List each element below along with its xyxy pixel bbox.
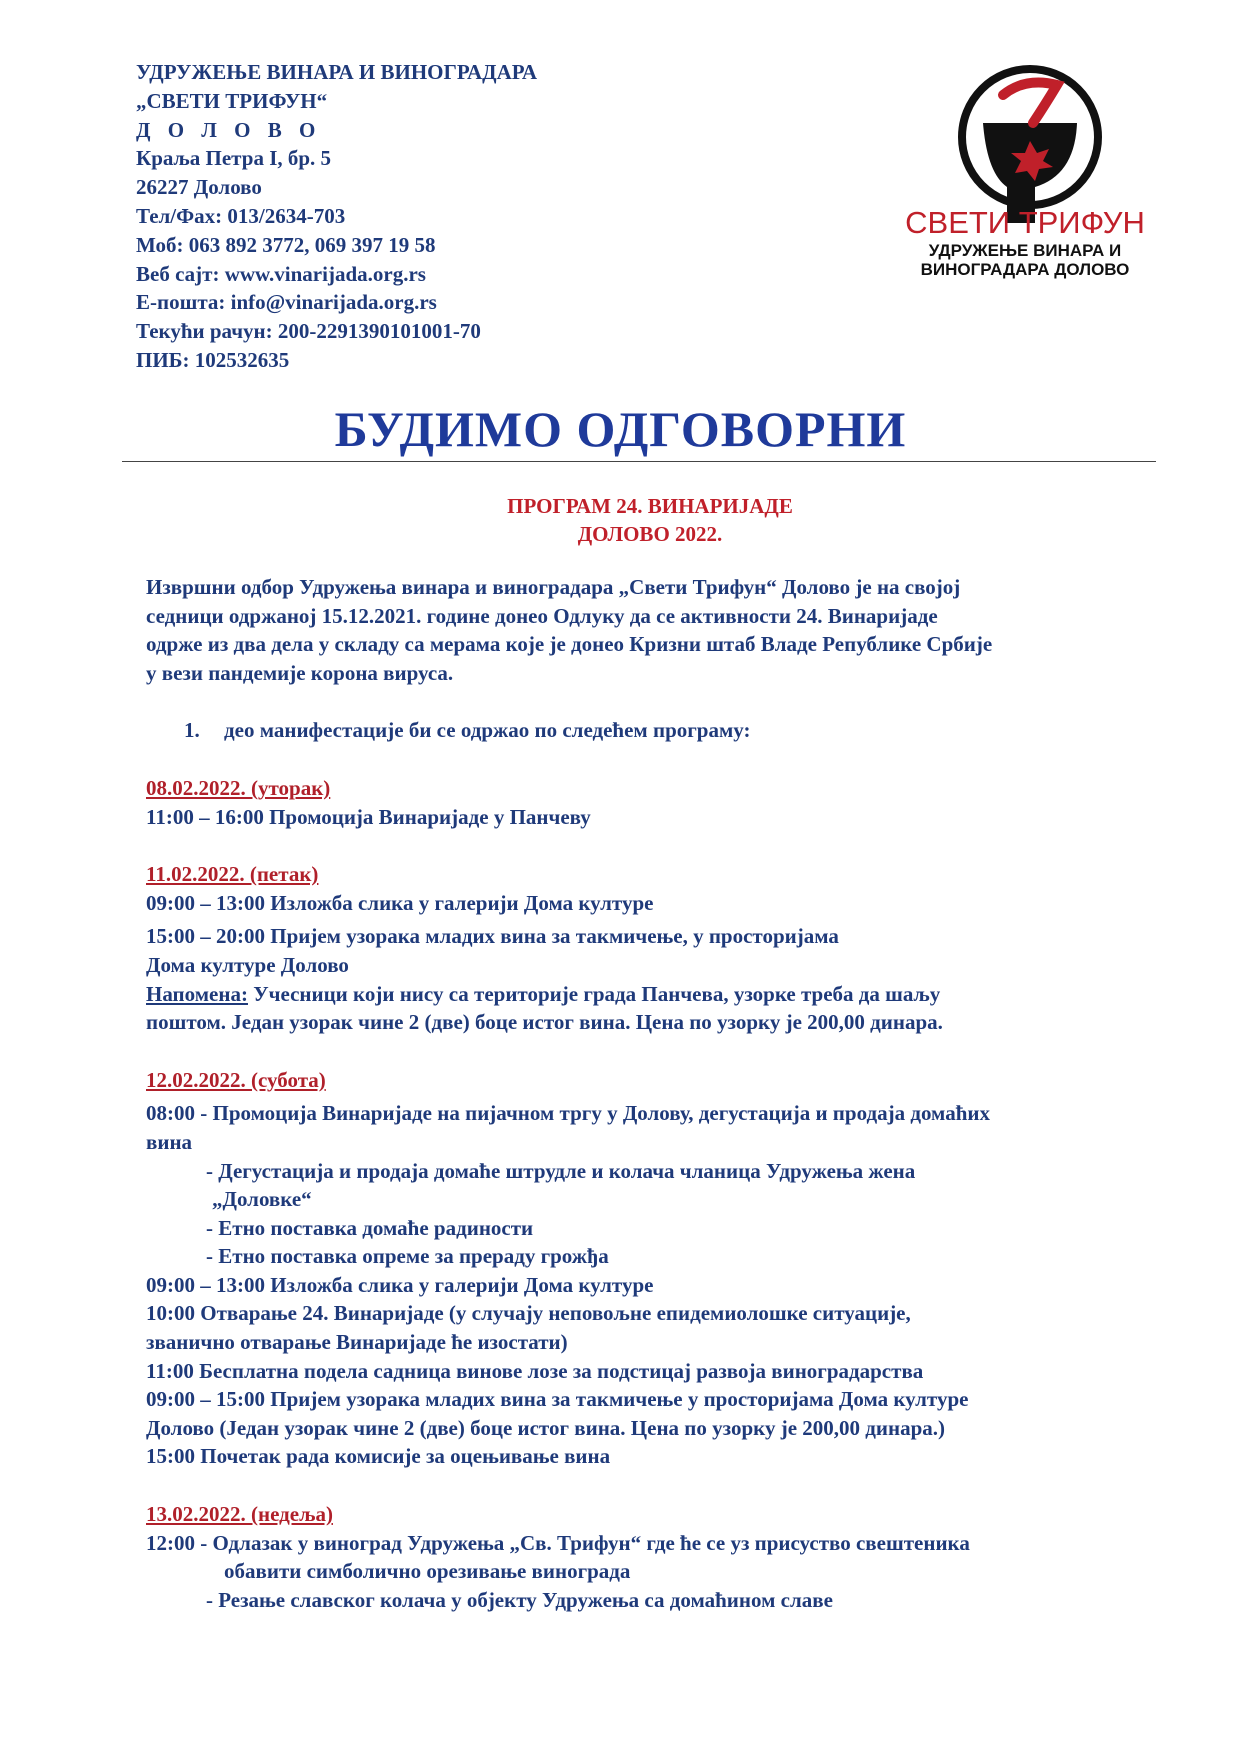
day-date: 08.02.2022. (уторак) [146,775,331,800]
day-date: 13.02.2022. (недеља) [146,1502,333,1527]
day-date: 11.02.2022. (петак) [146,862,319,887]
schedule-line: 09:00 – 13:00 Изложба слика у галерији Дома културе [146,890,654,915]
schedule-line: 15:00 – 20:00 Пријем узорака младих вина за такмичење, у просторијама [146,924,839,949]
schedule-line: 15:00 Почетак рада комисије за оцењивање вина [146,1444,611,1469]
program-heading [0,492,1241,548]
schedule-line: 09:00 – 15:00 Пријем узорака младих вина за такмичење у просторијама Дома културе [146,1387,969,1412]
logo-sub-line2: ВИНОГРАДАРА ДОЛОВО [920,260,1130,279]
schedule-subitem: „Доловке“ [212,1187,312,1212]
association-town: Д О Л О В О [136,117,322,142]
schedule-line: званично отварање Винаријаде ће изостати) [146,1330,568,1355]
email: Е-пошта: info@vinarijada.org.rs [136,290,437,315]
schedule-line: Дома културе Долово [146,952,349,977]
section-number: 1. [184,718,200,743]
association-saint-name: „СВЕТИ ТРИФУН“ [136,88,328,113]
note [146,980,1166,1009]
association-name: УДРУЖЕЊЕ ВИНАРА И ВИНОГРАДАРА [136,60,538,84]
note-text: Учесници који нису са територије града Панчева, узорке треба да шаљу [247,981,941,1006]
schedule-subitem: - Етно поставка домаће радиности [206,1215,534,1240]
page-title: БУДИМО ОДГОВОРНИ [334,401,907,457]
program-heading-line2: ДОЛОВО 2022. [577,522,723,546]
schedule-subitem: - Резање славског колача у објекту Удружења са домаћином славе [206,1587,833,1612]
day-date: 12.02.2022. (субота) [146,1067,326,1092]
schedule-line: вина [146,1129,193,1154]
sveti-trifun-logo [875,55,1175,305]
intro-paragraph [146,573,1166,687]
phone-fax: Тел/Фах: 013/2634-703 [136,203,346,228]
intro-line: у вези пандемије корона вируса. [146,660,454,685]
schedule-line: 10:00 Отварање 24. Винаријаде (у случају неповољне епидемиолошке ситуације, [146,1301,911,1326]
intro-line: седници одржаној 15.12.2021. године донео Одлуку да се активности 24. Винаријаде [146,603,938,628]
schedule-line: 11:00 Бесплатна подела садница винове лозе за подстицај развоја виноградарства [146,1358,924,1383]
association-header [136,58,537,375]
schedule-subitem: обавити симболично орезивање винограда [224,1559,631,1584]
address-street: Краља Петра I, бр. 5 [136,146,332,171]
title-divider [122,461,1156,462]
schedule-subitem: - Дегустација и продаја домаће штрудле и колача чланица Удружења жена [206,1158,916,1183]
document-body [146,573,1166,1614]
program-heading-line1: ПРОГРАМ 24. ВИНАРИЈАДЕ [507,494,793,518]
section-text: део манифестације би се одржао по следећем програму: [224,718,751,743]
schedule-subitem: - Етно поставка опреме за прераду грожђа [206,1244,609,1269]
tax-id: ПИБ: 102532635 [136,347,290,372]
schedule-line: 12:00 - Одлазак у виноград Удружења „Св. Трифун“ где ће се уз присуство свештеника [146,1530,970,1555]
note-line: поштом. Један узорак чине 2 (две) боце истог вина. Цена по узорку је 200,00 динара. [146,1010,943,1035]
address-postal: 26227 Долово [136,175,262,200]
intro-line: Извршни одбор Удружења винара и виноградара „Свети Трифун“ Долово је на својој [146,575,961,599]
schedule-line: 08:00 - Промоција Винаријаде на пијачном тргу у Долову, дегустација и продаја домаћих [146,1101,990,1126]
bank-account: Текући рачун: 200-2291390101001-70 [136,319,481,344]
note-label: Напомена: [146,981,248,1006]
intro-line: одрже из два дела у складу са мерама које је донео Кризни штаб Владе Републике Србије [146,632,993,657]
schedule-line: 11:00 – 16:00 Промоција Винаријаде у Панчеву [146,804,591,829]
schedule-line: Долово (Један узорак чине 2 (две) боце истог вина. Цена по узорку је 200,00 динара.) [146,1415,946,1440]
website: Веб сајт: www.vinarijada.org.rs [136,261,426,286]
schedule-line: 09:00 – 13:00 Изложба слика у галерији Дома културе [146,1272,654,1297]
mobile-phones: Моб: 063 892 3772, 069 397 19 58 [136,232,436,257]
section-1-heading [146,716,1166,745]
logo-sub-line1: УДРУЖЕЊЕ ВИНАРА И [928,241,1122,260]
logo-seven-stroke-icon [1003,83,1057,123]
logo-name: СВЕТИ ТРИФУН [905,205,1145,240]
